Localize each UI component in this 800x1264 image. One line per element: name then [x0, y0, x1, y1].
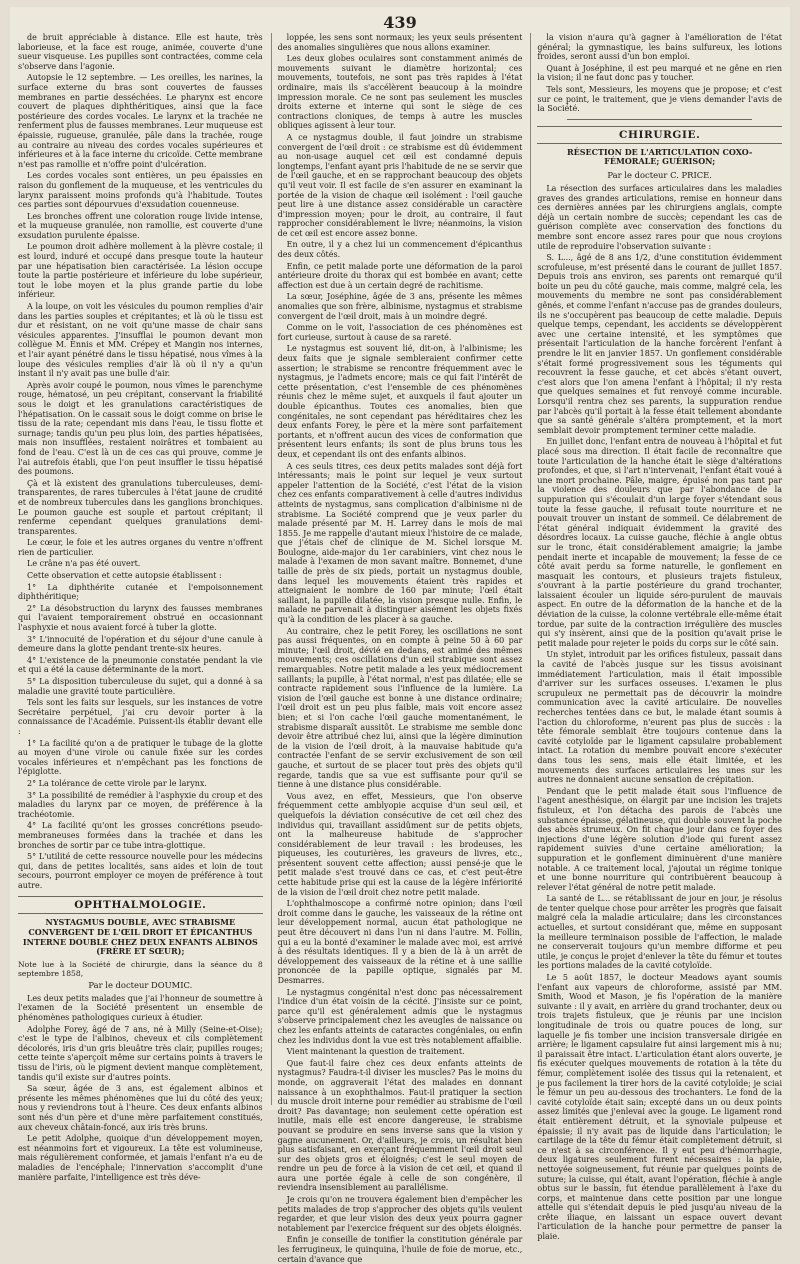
paragraph: Pendant que le petit malade était sous l'influence de l'agent anesthésique, on élargit par une incision les trajets fistuleux, et l'on détacha des parois de l'abcès une substance épaisse, gélatineuse, qui double souvent la poche des abcès strumeux. On fit chaque jour dans ce foyer des injections d'une légère solution d'iode qui furent assez rapidement suivies d'une certaine amélioration; la suppuration et le gonflement diminuèrent d'une manière notable. A ce traitement local, j'ajoutai un régime tonique et une bonne nourriture qui contribuèrent beaucoup à relever l'état général de notre petit malade. — [537, 786, 783, 892]
paragraph: Quant à Joséphine, il est peu marqué et ne gêne en rien la vision; il ne faut donc pas y toucher. — [537, 63, 783, 83]
column-1-body — [18, 33, 263, 890]
paragraph: Enfin je conseille de tonifier la constitution générale par les ferrugineux, le quinquina, l'huile de foie de morue, etc., certain d'avance que — [277, 1235, 523, 1264]
paragraph: 3° L'innocuité de l'opération et du séjour d'une canule à demeure dans la glotte pendant trente-six heures. — [18, 634, 263, 654]
paragraph: En outre, il y a chez lui un commencement d'épicanthus des deux côtés. — [277, 240, 523, 260]
paragraph: La santé de L... se rétablissant de jour en jour, je résolus de tenter quelque chose pour arrêter les progrès que faisait malgré cela la maladie articulaire; dans les circonstances actuelles, et surtout considérant que, même en supposant la meilleure terminaison possible de l'affection, le malade ne conserverait toujours qu'un membre difforme et peu utile, je conçus le projet d'enlever la tête du fémur et toutes les portions malades de la cavité cotyloïde. — [537, 894, 783, 971]
paragraph: Comme on le voit, l'association de ces phénomènes est fort curieuse, surtout à cause de sa rareté. — [277, 323, 523, 342]
section-title-ophthalmologie: OPHTHALMOLOGIE. — [18, 896, 263, 914]
paragraph: Adolphe Forey, âgé de 7 ans, né à Milly (Seine-et-Oise); c'est le type de l'albinos, cheveux et cils complètement décolorés, iris d'un gris bleuâtre très clair, pupilles rouges; cette teinte s'aperçoit même sur certains points à travers le tissu de l'iris, où le pigment devient manque complètement, tandis qu'il existe sur d'autres points. — [18, 1024, 263, 1082]
paragraph: 2° La tolérance de cette virole par le larynx. — [27, 778, 207, 788]
paragraph: En juillet donc, l'enfant entra de nouveau à l'hôpital et fut placé sous ma direction. Il était facile de reconnaître que toute l'articulation de la hanche était le siège d'altérations profondes, et que, si l'art n'intervenait, l'enfant était voué à une mort prochaine. Pâle, maigre, épuisé non pas tant par la violence des douleurs que par l'abondance de la suppuration qui s'écoulait d'un large foyer s'étendant sous toute la fesse gauche, il refusait toute nourriture et ne pouvait trouver un instant de sommeil. Ce délabrement de l'état général indiquait évidemment la gravité des désordres locaux. La cuisse gauche, fléchie à angle obtus sur le tronc, était considérablement amaigrie; la jambe pendait inerte et incapable de mouvement; la fesse de ce côté avait perdu sa forme naturelle, le gonflement en masquait les contours, et plusieurs trajets fistuleux, s'ouvrant à la partie postérieure du grand trochanter, laissaient écouler un liquide séro-purulent de mauvais aspect. En outre de la déformation de la hanche et de la déviation de la cuisse, la colonne vertébrale elle-même était tordue, par suite de la contraction irrégulière des muscles qui s'y insèrent, ainsi que de la position qu'avait prise le petit malade pour rejeter le poids du corps sur le côté sain. — [537, 437, 783, 648]
paragraph: Autopsie le 12 septembre. — Les oreilles, les narines, la surface externe du bras sont couvertes de fausses membranes en partie desséchées. Le pharynx est encore couvert de plaques diphthéritiques, ainsi que la face postérieure des cordes vocales. Le larynx et la trachée ne renferment plus de fausses membranes. Leur muqueuse est épaissie, rugueuse, granulée, pâle dans la trachée, rouge au contraire au niveau des cordes vocales supérieures et inférieures et à la face interne du cricoïde. Cette membrane n'est pas ramollie et n'offre point d'ulcération. — [18, 73, 263, 169]
journal-page — [10, 7, 790, 1264]
paragraph: Au contraire, chez le petit Forey, les oscillations ne sont pas aussi fréquentes, on en compte à peine 50 à 60 par minute; l'œil droit, dévié en dedans, est animé des mêmes mouvements; ces oscillations d'un œil strabique sont assez remarquables. Notre petit malade a les yeux médiocrement saillants; la pupille, à l'état normal, n'est pas dilatée; elle se contracte rapidement sous l'influence de la lumière. La vision de l'œil gauche est bonne à une distance ordinaire; l'œil droit est un peu plus faible, mais voit encore assez bien; et si l'on cache l'œil gauche momentanément, le strabisme disparaît aussitôt. Le strabisme me semble donc devoir être attribué chez lui, ainsi que la légère diminution de la vision de l'œil droit, à la mauvaise habitude qu'a contractée l'enfant de se servir exclusivement de son œil gauche, et surtout de se placer tout près des objets qu'il regarde, tandis que sa vue est suffisante pour qu'il se tienne à une distance plus considérable. — [277, 626, 523, 790]
paragraph: Après avoir coupé le poumon, nous vîmes le parenchyme rouge, hématosé, un peu crépitant, conservant la friabilité sous le doigt et les granulations caractéristiques de l'hépatisation. On le cassait sous le doigt comme on brise le tissu de la rate; cependant mis dans l'eau, le tissu flotte et surnage; tandis qu'un peu plus loin, des parties hépatisées, mais non insufflées, restaient noirâtres et tombaient au fond de l'eau. C'est là un de ces cas qui prouve, comme je l'ai autrefois établi, que l'on peut insuffler le tissu hépatisé des poumons. — [18, 380, 263, 477]
paragraph: Le nystagmus congénital n'est donc pas nécessairement l'indice d'un état voisin de la cécité. J'insiste sur ce point, parce qu'il est généralement admis que le nystagmus s'observe principalement chez les aveugles de naissance ou chez les enfants atteints de cataractes congéniales, ou enfin chez les individus dont la vue est très notablement affaiblie. — [277, 987, 523, 1045]
paragraph: Les bronches offrent une coloration rouge livide intense, et la muqueuse granulée, non ramollie, est couverte d'une exsudation purulente épaisse. — [18, 211, 263, 240]
paragraph: Le 5 août 1857, le docteur Meadows ayant soumis l'enfant aux vapeurs de chloroforme, assisté par MM. Smith, Wood et Mason, je fis l'opération de la manière suivante : il y avait, en arrière du grand trochanter, deux ou trois trajets fistuleux, que je réunis par une incision longitudinale de trois ou quatre pouces de long, sur laquelle je fis tomber une incision transversale dirigée en arrière; le ligament capsulaire fut ainsi largement mis à nu; il paraissait être intact. L'articulation étant alors ouverte, je fis exécuter quelques mouvements de rotation à la tête du fémur, complètement isolée des tissus qui la retenaient, et je pus facilement la tirer hors de la cavité cotyloïde; je sciai le fémur un peu au-dessous des trochanters. Le fond de la cavité cotyloïde était sain; excepté dans un ou deux points assez limités que j'enlevai avec la gouge. Le ligament rond était entièrement détruit, et la synoviale pulpeuse et épaissie; il n'y avait pas de liquide dans l'articulation; le cartilage de la tête du fémur était complètement détruit, si ce n'est à sa circonférence. Il y eut peu d'hémorrhagie, deux ligatures seulement furent nécessaires : la plaie, nettoyée soigneusement, fut réunie par quelques points de suture; la cuisse, qui était, avant l'opération, fléchie à angle obtus sur le bassin, fut étendue parallèlement à l'axe du corps, et maintenue dans cette position par une longue attelle qui s'étendait depuis le pied jusqu'au niveau de la crête iliaque, en laissant un espace ouvert devant l'articulation de la hanche pour permettre de panser la plaie. — [537, 973, 783, 1242]
paragraph: Les cordes vocales sont entières, un peu épaissies en raison du gonflement de la muqueuse, et les ventricules du larynx paraissent moins profonds qu'à l'habitude. Toutes ces parties sont dépourvues d'exsudation couenneuse. — [18, 171, 263, 210]
paragraph: Le crâne n'a pas été ouvert. — [27, 559, 141, 569]
column-3-body — [537, 33, 782, 114]
columns — [18, 33, 783, 1264]
paragraph: 5° La disposition tuberculeuse du sujet, qui a donné à sa maladie une gravité toute particulière. — [18, 677, 263, 696]
paragraph: La sœur, Joséphine, âgée de 3 ans, présente les mêmes anomalies que son frère, albinisme, nystagmus et strabisme convergent de l'œil droit, mais à un moindre degré. — [277, 292, 523, 321]
paragraph: 4° L'existence de la pneumonie constatée pendant la vie et qui a été la cause déterminante de la mort. — [18, 655, 263, 675]
article-title-resection: RÉSECTION DE L'ARTICULATION COXO-FÉMORALE; GUÉRISON; — [566, 146, 753, 167]
column-1-body-2 — [18, 994, 263, 1182]
column-3-body-2 — [537, 184, 782, 1242]
paragraph: de bruit appréciable à distance. Elle est haute, très laborieuse, et la face est rouge, animée, couverte d'une sueur visqueuse. Les pupilles sont contractées, comme cela s'observe dans l'agonie. — [18, 33, 263, 71]
column-3 — [530, 33, 783, 1242]
paragraph: Le nystagmus est souvent lié, dit-on, à l'albinisme; les deux faits que je signale sembleraient confirmer cette assertion; le strabisme se rencontre fréquemment avec le nystagmus, je l'admets encore; mais ce qui fait l'intérêt de cette présentation, c'est l'ensemble de ces phénomènes réunis chez le même sujet, et auxquels il faut ajouter un double épicanthus. Toutes ces anomalies, bien que congénitales, ne sont cependant pas héréditaires chez les deux enfants Forey, le père et la mère sont parfaitement portants, et n'offrent aucun des vices de conformation que présentent leurs enfants; ils sont de plus bruns tous les deux, et cependant ils ont des enfants albinos. — [277, 344, 523, 459]
paragraph: Cette observation et cette autopsie établissent : — [27, 571, 222, 581]
paragraph: 1° La facilité qu'on a de pratiquer le tubage de la glotte au moyen d'une virole ou canule fixée sur les cordes vocales inférieures et n'empêchant pas les fonctions de l'épiglotte. — [18, 738, 263, 777]
paragraph: Sa sœur, âgée de 3 ans, est également albinos et présente les mêmes phénomènes que lui du côté des yeux; nous y reviendrons tout à l'heure. Ces deux enfants albinos sont nés d'un père et d'une mère parfaitement constitués, aux cheveux châtain-foncé, aux iris très bruns. — [18, 1084, 263, 1132]
paragraph: loppée, les sens sont normaux; les yeux seuls présentent des anomalies singulières que nous allons examiner. — [277, 33, 523, 52]
paragraph: La résection des surfaces articulaires dans les maladies graves des grandes articulations, remise en honneur dans ces dernières années par les chirurgiens anglais, compte déjà un certain nombre de succès; cependant les cas de guérison complète avec conservation des fonctions du membre sont encore assez rares pour que nous croyions utile de reproduire l'observation suivante : — [537, 183, 783, 251]
paragraph: 2° La désobstruction du larynx des fausses membranes qui l'avaient temporairement obstrué en occasionnant l'asphyxie et nous avaient forcé à tuber la glotte. — [18, 603, 263, 633]
article-title-nystagmus: NYSTAGMUS DOUBLE, AVEC STRABISME CONVERGENT DE L'ŒIL DROIT ET ÉPICANTHUS INTERNE DOUBLE CHEZ DEUX ENFANTS ALBINOS (FRÈRE ET SŒUR); — [22, 917, 258, 957]
paragraph: 3° La possibilité de remédier à l'asphyxie du croup et des maladies du larynx par ce moyen, de préférence à la trachéotomie. — [18, 790, 263, 819]
paragraph: Le petit Adolphe, quoique d'un développement moyen, est néanmoins fort et vigoureux. La tête est volumineuse, mais régulièrement conformée, et jamais l'enfant n'a eu de maladies de l'encéphale; l'innervation s'accomplit d'une manière parfaite, l'intelligence est très déve- — [18, 1134, 263, 1182]
paragraph: L'ophthalmoscope a confirmé notre opinion; dans l'œil droit comme dans le gauche, les vaisseaux de la rétine ont leur développement normal, aucun état pathologique ne peut être découvert ni dans l'un ni dans l'autre. M. Follin, qui a eu la bonté d'examiner le malade avec moi, est arrivé à des résultats identiques. Il y a bien de là à un arrêt de développement des vaisseaux de la rétine et à une saillie prononcée de la papille optique, signalés par M. Desmarres. — [277, 899, 523, 985]
paragraph: Tels sont, Messieurs, les moyens que je propose; et c'est sur ce point, le traitement, que je viens demander l'avis de la Société. — [537, 84, 783, 114]
paragraph: A la loupe, on voit les vésicules du poumon remplies d'air dans les parties souples et crépitantes; et là où le tissu est dur et résistant, on ne voit qu'une masse de chair sans vésicules apparentes. J'insufflai le poumon devant mon collègue M. Ennis et MM. Crépey et Mangin nos internes, et l'air ayant pénétré dans le tissu hépatisé, nous vîmes à la loupe des vésicules remplies d'air là où il n'y a qu'un instant il n'y avait pas une bulle d'air. — [18, 302, 263, 379]
paragraph: Les deux globes oculaires sont constamment animés de mouvements suivant le diamètre horizontal; ces mouvements, toutefois, ne sont pas très rapides à l'état ordinaire, mais ils s'accélèrent beaucoup à la moindre impression morale. Ce ne sont pas seulement les muscles droits externe et interne qui sont le siège de ces contractions cloniques, de temps à autre les muscles obliques agissent à leur tour. — [277, 54, 523, 131]
paragraph: Çà et là existent des granulations tuberculeuses, demi-transparentes, de rares tubercules à l'état jaune de crudité et de nombreux tubercules dans les ganglions bronchiques. Le poumon gauche est souple et partout crépitant; il renferme cependant quelques granulations demi-transparentes. — [18, 478, 263, 536]
paragraph: Un stylet, introduit par les orifices fistuleux, passait dans la cavité de l'abcès jusque sur les tissus avoisinant immédiatement l'articulation, mais il était impossible d'arriver sur les surfaces osseuses. L'examen le plus scrupuleux ne permettait pas de découvrir la moindre communication avec la cavité articulaire. De nouvelles recherches tentées dans ce but, le malade étant soumis à l'action du chloroforme, n'eurent pas plus de succès : la tête fémorale semblait être toujours contenue dans la cavité cotyloïde par le ligament capsulaire probablement intact. La rotation du membre pouvait encore s'exécuter dans tous les sens, mais elle était limitée, et les mouvements des surfaces articulaires les unes sur les autres ne donnaient aucune sensation de crépitation. — [537, 650, 783, 785]
paragraph: Tels sont les faits sur lesquels, sur les instances de votre Secrétaire perpétuel, j'ai cru devoir porter à la connaissance de l'Académie. Puissent-ils établir devant elle : — [18, 698, 263, 736]
paragraph: Vous avez, en effet, Messieurs, que l'on observe fréquemment cette amblyopie acquise d'un seul œil, et quelquefois la déviation consécutive de cet œil chez des individus qui, travaillant assidûment sur de petits objets, ont la malheureuse habitude de s'approcher considérablement de leur travail : les brodeuses, les piqueuses, les couturières, les graveurs de livres, etc., présentent souvent cette affection; aussi pensé-je que le petit malade s'est trouvé dans ce cas, et c'est peut-être cette habitude prise qui est la cause de la légère infériorité de la vision de l'œil droit chez notre petit malade. — [277, 791, 523, 897]
article-note: Note lue à la Société de chirurgie, dans la séance du 8 septembre 1858, — [18, 959, 263, 978]
paragraph: Le cœur, le foie et les autres organes du ventre n'offrent rien de particulier. — [18, 538, 263, 557]
column-2 — [271, 33, 523, 1264]
paragraph: Je crois qu'on ne trouvera également bien d'empêcher les petits malades de trop s'approcher des objets qu'ils veulent regarder, et que leur vision des deux yeux pourra gagner notablement par l'exercice fréquent sur des objets éloignés. — [277, 1195, 523, 1233]
paragraph: 4° La facilité qu'ont les grosses concrétions pseudo-membraneuses formées dans la trachée et dans les bronches de sortir par ce tube intra-glottique. — [18, 821, 263, 850]
separator-rule — [567, 119, 752, 120]
paragraph: Enfin, ce petit malade porte une déformation de la paroi antérieure droite du thorax qui est bombée en avant; cette affection est due à un certain degré de rachitisme. — [277, 261, 523, 290]
paragraph: Les deux petits malades que j'ai l'honneur de soumettre à l'examen de la Société présentent un ensemble de phénomènes pathologiques curieux à étudier. — [18, 993, 263, 1023]
section-title-chirurgie: CHIRURGIE. — [537, 126, 782, 144]
paragraph: Le poumon droit adhère mollement à la plèvre costale; il est lourd, induré et occupé dans presque toute la hauteur par une hépatisation bien caractérisée. La lésion occupe toute la partie postérieure et inférieure du lobe supérieur, tout le lobe moyen et la plus grande partie du lobe inférieur. — [18, 242, 263, 300]
article-author-price: Par le docteur C. PRICE. — [607, 169, 712, 180]
paragraph: A ces seuls titres, ces deux petits malades sont déjà fort intéressants; mais le point sur lequel je veux surtout appeler l'attention de la Société, c'est l'état de la vision chez ces enfants comparativement à celle d'autres individus atteints de nystagmus, sans complication d'albinisme ni de strabisme. La Société comprend que je veux parler du malade présenté par M. H. Larrey dans le mois de mai 1855. Je me rappelle d'autant mieux l'histoire de ce malade, que j'étais chef de clinique de M. Sichel lorsque M. Boulogne, aide-major du 1er carabiniers, vint chez nous le malade à l'examen de mon savant maître. Bonnemet, d'une taille de près de six pieds, portait un nystagmus double, dans lequel les mouvements étaient très rapides et atteignaient le nombre de 160 par minute; l'œil était saillant, la pupille dilatée, la vision presque nulle. Enfin, le malade ne parvenait à distinguer aisément les objets fixés qu'à la condition de les placer à sa gauche. — [277, 461, 523, 625]
paragraph: la vision n'aura qu'à gagner à l'amélioration de l'état général; la gymnastique, les bains sulfureux, les lotions froides, seront aussi d'un bon emploi. — [537, 33, 783, 62]
paragraph: Vient maintenant la question de traitement. — [286, 1047, 465, 1057]
page-number: 439 — [383, 13, 417, 32]
paragraph: Que faut-il faire chez ces deux enfants atteints de nystagmus? Faudra-t-il diviser les muscles? Pas le moins du monde, on aggraverait l'état des malades en donnant naissance à un exophthalmos. Faut-il pratiquer la section du muscle droit interne pour remédier au strabisme de l'œil droit? Pas davantage; non seulement cette opération est inutile, mais elle est encore dangereuse, le strabisme pouvant se produire en sens inverse sans que la vision y gagne aucunement. Or, d'ailleurs, je crois, un résultat bien plus satisfaisant, en exerçant fréquemment l'œil droit seul sur des objets gros et éloignés; c'est le seul moyen de rendre un peu de force à la vision de cet œil, et quand il aura une portée égale à celle de son congénère, il reviendra insensiblement au parallélisme. — [277, 1058, 523, 1193]
paragraph: A ce nystagmus double, il faut joindre un strabisme convergent de l'œil droit : ce strabisme est dû évidemment au non-usage auquel cet œil est condamné depuis longtemps, l'enfant ayant pris l'habitude de ne se servir que de l'œil gauche, et en se rapprochant beaucoup des objets qu'il veut voir. Il est facile de s'en assurer en examinant la portée de la vision de chaque œil isolément : l'œil gauche peut lire à une distance assez considérable un caractère d'impression moyen; pour le droit, au contraire, il faut rapprocher considérablement le livre; néanmoins, la vision de cet œil est encore assez bonne. — [277, 132, 523, 238]
column-2-body — [278, 33, 523, 1264]
column-1 — [18, 33, 263, 1182]
paragraph: 1° La diphthérite cutanée et l'empoisonnement diphthéritique; — [18, 582, 263, 602]
article-author-doumic: Par le docteur DOUMIC. — [88, 979, 193, 990]
paragraph: 5° L'utilité de cette ressource nouvelle pour les médecins qui, dans de petites localités, sans aides et loin de tout secours, pourront employer ce moyen de préférence à tout autre. — [18, 852, 263, 890]
paragraph: S. L..., âgé de 8 ans 1/2, d'une constitution évidemment scrofuleuse, m'est présenté dans le courant de juillet 1857. Depuis trois ans environ, ses parents ont remarqué qu'il boite un peu du côté gauche, mais comme, malgré cela, les mouvements du membre ne sont pas considérablement gênés, et comme l'enfant n'accuse pas de grandes douleurs, ils ne s'occupèrent pas beaucoup de cette maladie. Depuis quelque temps, cependant, les accidents se développèrent avec une certaine intensité, et les symptômes que présentait l'articulation de la hanche forcèrent l'enfant à prendre le lit en janvier 1857. Un gonflement considérable s'était formé progressivement sous les téguments qui recouvrent la fesse gauche, et cet abcès s'étant ouvert, c'est alors que l'on amena l'enfant à l'hôpital; il n'y resta que quelques semaines et fut renvoyé comme incurable. Lorsqu'il rentra chez ses parents, la suppuration rendue par l'abcès qu'il portait à la fesse était tellement abondante que sa santé générale s'altéra promptement, et la mort semblait devoir promptement terminer cette maladie. — [537, 253, 783, 435]
